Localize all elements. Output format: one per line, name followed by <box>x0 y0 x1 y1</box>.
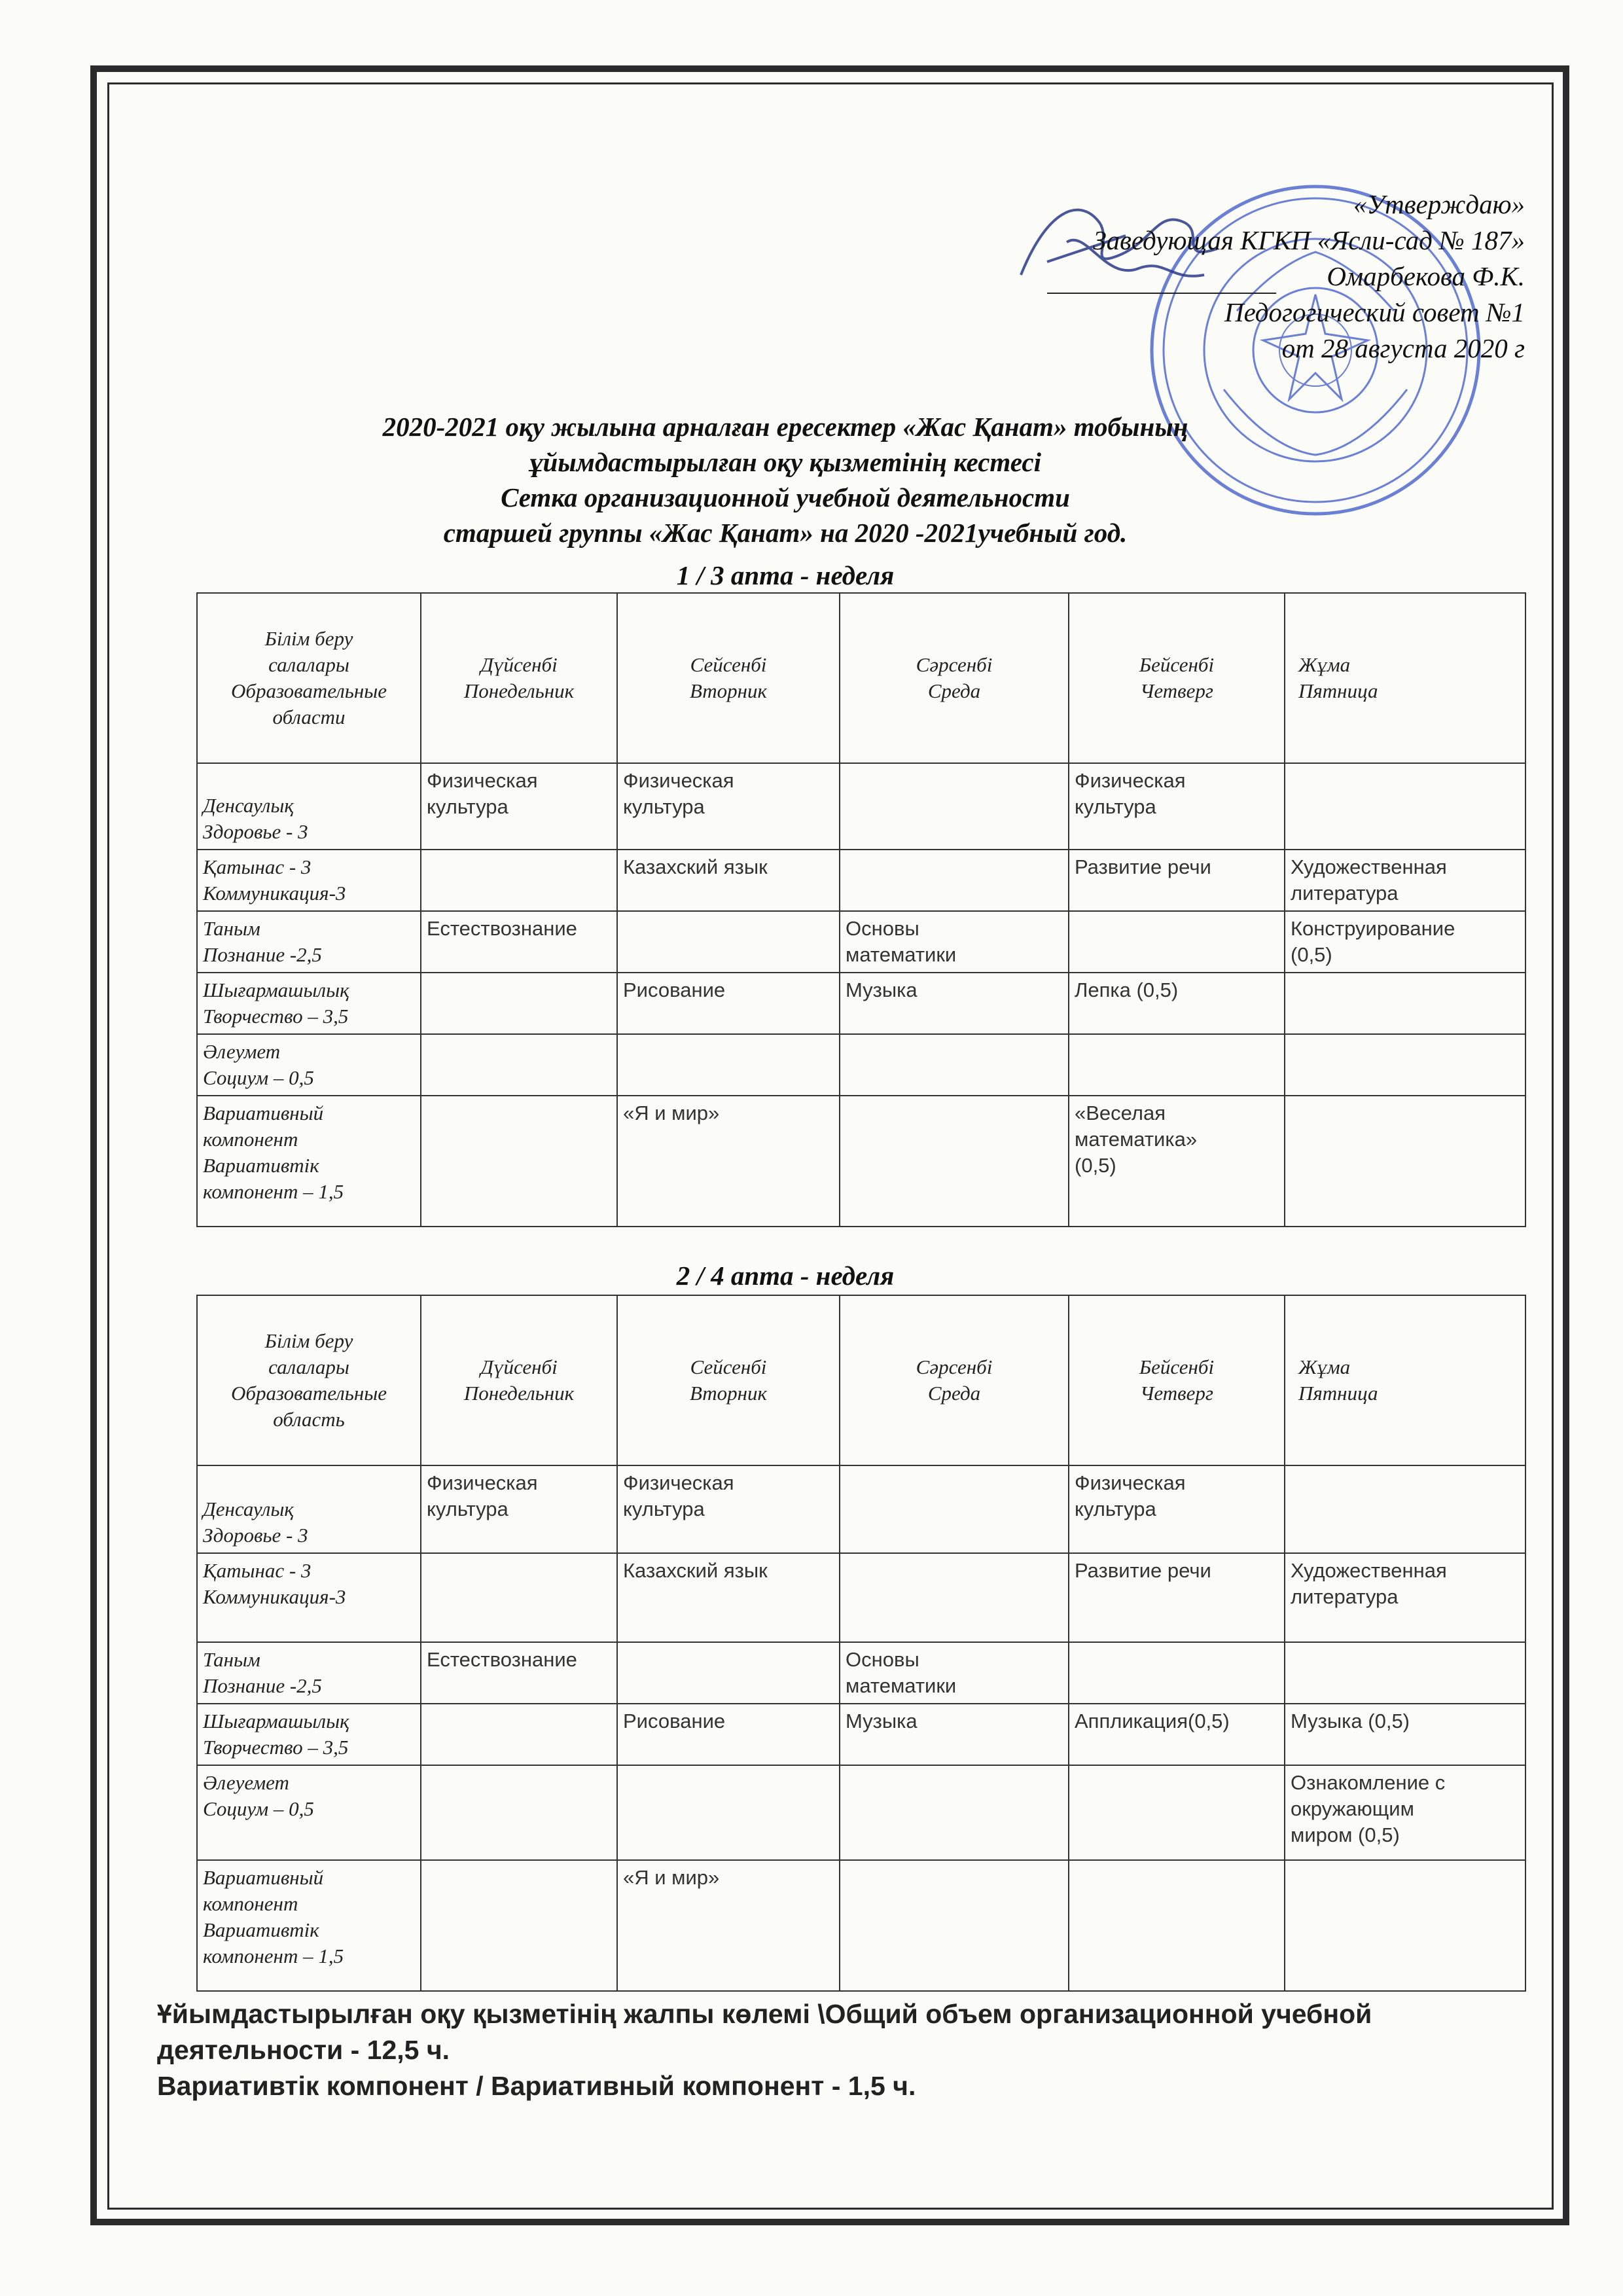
cell-tue <box>617 1642 840 1704</box>
table-row <box>197 1553 1525 1642</box>
row-area-label <box>197 1096 421 1227</box>
cell-text-line: Основы <box>846 1648 919 1671</box>
cell-text-line: (0,5) <box>1291 943 1332 966</box>
cell-text-line: Рисование <box>623 1710 726 1732</box>
cell-text-line: Дүйсенбі <box>480 653 558 676</box>
cell-text-line: культура <box>623 795 705 818</box>
cell-fri <box>1285 973 1525 1034</box>
cell-mon <box>421 850 617 911</box>
table-row <box>197 763 1525 850</box>
cell-text-line: Среда <box>927 679 981 702</box>
header-area <box>197 593 421 763</box>
title-kz-line-1: 2020-2021 оқу жылына арналған ересектер «Жас Қанат» тобының <box>382 412 1188 442</box>
table-row <box>197 1034 1525 1096</box>
cell-text-line: Ознакомление с <box>1291 1771 1446 1794</box>
row-area-label <box>197 1704 421 1765</box>
cell-wed <box>840 1765 1069 1860</box>
header-tue <box>617 593 840 763</box>
cell-text-line: Әлеумет <box>203 1040 281 1063</box>
cell-wed <box>840 763 1069 850</box>
row-area-label <box>197 763 421 850</box>
cell-text-line: Білім беру <box>264 1329 353 1352</box>
cell-thu <box>1069 1765 1285 1860</box>
title-ru-line-1: Сетка организационной учебной деятельности <box>501 482 1070 512</box>
cell-text-line: Образовательные <box>230 1382 387 1405</box>
table-row <box>197 973 1525 1034</box>
title-kz-line-2: ұйымдастырылған оқу қызметінің кестесі <box>529 447 1041 477</box>
cell-tue <box>617 973 840 1034</box>
approval-line-4: Педогогический совет №1 <box>1224 297 1525 327</box>
cell-tue <box>617 1765 840 1860</box>
cell-mon <box>421 1465 617 1553</box>
cell-text-line: Вторник <box>689 679 768 702</box>
cell-text-line: Вариативный <box>203 1102 324 1124</box>
cell-text-line: Среда <box>927 1382 981 1405</box>
row-area-label <box>197 1553 421 1642</box>
cell-text-line: Физическая <box>427 1471 538 1494</box>
cell-text-line: культура <box>1075 795 1156 818</box>
cell-mon <box>421 911 617 973</box>
cell-mon <box>421 1096 617 1227</box>
cell-text-line: салалары <box>268 1355 349 1378</box>
cell-text-line: Образовательные <box>230 679 387 702</box>
cell-text-line: Сейсенбі <box>690 653 767 676</box>
table-row <box>197 1642 1525 1704</box>
cell-tue <box>617 1553 840 1642</box>
cell-tue <box>617 1034 840 1096</box>
cell-text-line: окружающим <box>1291 1797 1414 1820</box>
cell-thu <box>1069 911 1285 973</box>
cell-text-line: Дүйсенбі <box>480 1355 558 1378</box>
header-fri <box>1285 593 1525 763</box>
cell-text-line: математика» <box>1075 1128 1198 1151</box>
week2-schedule-table <box>196 1295 1526 1992</box>
row-area-label <box>197 973 421 1034</box>
cell-text-line: Понедельник <box>463 1382 575 1405</box>
table-header-row <box>197 593 1525 763</box>
cell-text-line: Творчество – 3,5 <box>203 1005 349 1028</box>
cell-wed <box>840 1096 1069 1227</box>
cell-text-line: Здоровье - 3 <box>203 1524 308 1547</box>
header-mon <box>421 593 617 763</box>
cell-text-line: компонент <box>203 1892 298 1915</box>
cell-thu <box>1069 1860 1285 1991</box>
cell-text-line: математики <box>846 1674 957 1697</box>
cell-thu <box>1069 973 1285 1034</box>
cell-text-line: Физическая <box>1075 1471 1186 1494</box>
cell-tue <box>617 1860 840 1991</box>
header-thu <box>1069 593 1285 763</box>
cell-text-line: салалары <box>268 653 349 676</box>
row-area-label <box>197 850 421 911</box>
cell-text-line: Білім беру <box>264 627 353 650</box>
cell-fri <box>1285 1704 1525 1765</box>
cell-fri <box>1285 1860 1525 1991</box>
summary-block <box>157 1996 1531 2104</box>
cell-fri <box>1285 1765 1525 1860</box>
cell-fri <box>1285 1465 1525 1553</box>
approval-line-3: Омарбекова Ф.К. <box>1327 261 1525 291</box>
cell-text-line: Шығармашылық <box>203 978 349 1001</box>
cell-tue <box>617 1096 840 1227</box>
cell-thu <box>1069 850 1285 911</box>
cell-mon <box>421 1860 617 1991</box>
cell-thu <box>1069 1642 1285 1704</box>
cell-tue <box>617 763 840 850</box>
cell-text-line: культура <box>427 795 508 818</box>
cell-wed <box>840 1642 1069 1704</box>
cell-text-line: Развитие речи <box>1075 855 1211 878</box>
cell-text-line: культура <box>1075 1498 1156 1520</box>
cell-text-line: Музыка <box>846 978 918 1001</box>
cell-text-line: Музыка <box>846 1710 918 1732</box>
cell-text-line: Қатынас - 3 <box>203 1559 312 1582</box>
table-row <box>197 850 1525 911</box>
cell-mon <box>421 1553 617 1642</box>
cell-text-line: математики <box>846 943 957 966</box>
row-area-label <box>197 1034 421 1096</box>
cell-fri <box>1285 1553 1525 1642</box>
cell-text-line: «Веселая <box>1075 1102 1166 1124</box>
approval-line-5: от 28 августа 2020 г <box>1281 333 1525 363</box>
header-tue <box>617 1295 840 1465</box>
cell-text-line: Шығармашылық <box>203 1710 349 1732</box>
cell-text-line: культура <box>427 1498 508 1520</box>
cell-text-line: Социум – 0,5 <box>203 1066 314 1089</box>
cell-text-line: Четверг <box>1140 679 1213 702</box>
cell-mon <box>421 1642 617 1704</box>
cell-text-line: Физическая <box>427 769 538 792</box>
cell-fri <box>1285 1096 1525 1227</box>
cell-text-line: «Я и мир» <box>623 1102 720 1124</box>
approval-block <box>870 187 1525 367</box>
row-area-label <box>197 1860 421 1991</box>
cell-fri <box>1285 763 1525 850</box>
cell-wed <box>840 1465 1069 1553</box>
cell-thu <box>1069 1465 1285 1553</box>
cell-wed <box>840 911 1069 973</box>
cell-text-line: Вариативный <box>203 1866 324 1889</box>
header-thu <box>1069 1295 1285 1465</box>
cell-text-line: Естествознание <box>427 1648 577 1671</box>
cell-mon <box>421 763 617 850</box>
cell-text-line: Творчество – 3,5 <box>203 1736 349 1759</box>
cell-text-line: Денсаулық <box>203 1498 294 1520</box>
cell-text-line: Казахский язык <box>623 855 768 878</box>
cell-text-line: Основы <box>846 917 919 940</box>
cell-tue <box>617 1465 840 1553</box>
cell-text-line: области <box>272 706 346 728</box>
cell-text-line: Социум – 0,5 <box>203 1797 314 1820</box>
header-area <box>197 1295 421 1465</box>
cell-text-line: Понедельник <box>463 679 575 702</box>
row-area-label <box>197 911 421 973</box>
cell-mon <box>421 1034 617 1096</box>
cell-text-line: Коммуникация-3 <box>203 1585 346 1608</box>
cell-wed <box>840 850 1069 911</box>
cell-tue <box>617 850 840 911</box>
cell-text-line: Бейсенбі <box>1139 1355 1215 1378</box>
cell-text-line: Музыка (0,5) <box>1291 1710 1410 1732</box>
cell-wed <box>840 1860 1069 1991</box>
cell-text-line: литература <box>1291 882 1399 905</box>
week1-schedule-table <box>196 592 1526 1227</box>
cell-thu <box>1069 763 1285 850</box>
cell-text-line: Естествознание <box>427 917 577 940</box>
approval-line-2: Заведующая КГКП «Ясли-сад № 187» <box>1093 225 1525 255</box>
cell-text-line: Пятница <box>1298 679 1378 702</box>
cell-text-line: Жұма <box>1298 653 1351 676</box>
table-header-row <box>197 1295 1525 1465</box>
cell-text-line: Физическая <box>1075 769 1186 792</box>
cell-text-line: культура <box>623 1498 705 1520</box>
cell-text-line: компонент – 1,5 <box>203 1180 344 1203</box>
cell-text-line: литература <box>1291 1585 1399 1608</box>
cell-fri <box>1285 850 1525 911</box>
cell-text-line: Казахский язык <box>623 1559 768 1582</box>
header-mon <box>421 1295 617 1465</box>
table-row <box>197 1465 1525 1553</box>
header-wed <box>840 593 1069 763</box>
summary-line-2: деятельности - 12,5 ч. <box>157 2035 450 2065</box>
cell-text-line: Қатынас - 3 <box>203 855 312 878</box>
cell-text-line: Жұма <box>1298 1355 1351 1378</box>
cell-text-line: Познание -2,5 <box>203 1674 322 1697</box>
cell-text-line: Таным <box>203 1648 260 1671</box>
week2-title: 2 / 4 апта - неделя <box>676 1261 895 1291</box>
row-area-label <box>197 1642 421 1704</box>
cell-mon <box>421 973 617 1034</box>
summary-line-1: Ұйымдастырылған оқу қызметінің жалпы көлемі \Общий объем организационной учебной <box>157 1999 1372 2029</box>
table-row <box>197 1860 1525 1991</box>
title-ru-line-2: старшей группы «Жас Қанат» на 2020 -2021учебный год. <box>443 518 1128 548</box>
document-title <box>196 409 1374 550</box>
cell-text-line: Денсаулық <box>203 794 294 817</box>
cell-wed <box>840 1553 1069 1642</box>
cell-text-line: Вторник <box>689 1382 768 1405</box>
cell-fri <box>1285 1034 1525 1096</box>
cell-text-line: Рисование <box>623 978 726 1001</box>
week1-title: 1 / 3 апта - неделя <box>676 560 895 590</box>
cell-thu <box>1069 1096 1285 1227</box>
cell-tue <box>617 1704 840 1765</box>
row-area-label <box>197 1765 421 1860</box>
cell-fri <box>1285 1642 1525 1704</box>
cell-wed <box>840 1034 1069 1096</box>
cell-text-line: Физическая <box>623 769 734 792</box>
cell-text-line: Лепка (0,5) <box>1075 978 1179 1001</box>
cell-text-line: Әлеуемет <box>203 1771 289 1794</box>
cell-text-line: Художественная <box>1291 855 1447 878</box>
cell-wed <box>840 1704 1069 1765</box>
summary-line-3: Вариативтік компонент / Вариативный компонент - 1,5 ч. <box>157 2071 916 2101</box>
cell-fri <box>1285 911 1525 973</box>
cell-text-line: Сейсенбі <box>690 1355 767 1378</box>
cell-text-line: Конструирование <box>1291 917 1455 940</box>
cell-text-line: Физическая <box>623 1471 734 1494</box>
table-row <box>197 1704 1525 1765</box>
cell-text-line: Художественная <box>1291 1559 1447 1582</box>
cell-text-line: область <box>273 1408 345 1431</box>
cell-thu <box>1069 1704 1285 1765</box>
cell-thu <box>1069 1553 1285 1642</box>
signature-line <box>1047 293 1276 294</box>
cell-text-line: Коммуникация-3 <box>203 882 346 905</box>
approval-line-1: «Утверждаю» <box>1353 189 1525 219</box>
cell-text-line: (0,5) <box>1075 1154 1116 1177</box>
cell-text-line: Познание -2,5 <box>203 943 322 966</box>
cell-text-line: Сәрсенбі <box>916 653 993 676</box>
cell-wed <box>840 973 1069 1034</box>
table-row <box>197 911 1525 973</box>
cell-text-line: компонент – 1,5 <box>203 1945 344 1967</box>
cell-text-line: Вариативтік <box>203 1154 319 1177</box>
cell-text-line: Бейсенбі <box>1139 653 1215 676</box>
cell-text-line: Таным <box>203 917 260 940</box>
cell-text-line: Сәрсенбі <box>916 1355 993 1378</box>
cell-text-line: Здоровье - 3 <box>203 820 308 843</box>
cell-thu <box>1069 1034 1285 1096</box>
header-fri <box>1285 1295 1525 1465</box>
cell-text-line: Вариативтік <box>203 1918 319 1941</box>
cell-mon <box>421 1765 617 1860</box>
cell-text-line: «Я и мир» <box>623 1866 720 1889</box>
cell-text-line: Пятница <box>1298 1382 1378 1405</box>
cell-mon <box>421 1704 617 1765</box>
table-row <box>197 1765 1525 1860</box>
cell-text-line: Развитие речи <box>1075 1559 1211 1582</box>
cell-text-line: миром (0,5) <box>1291 1823 1400 1846</box>
cell-text-line: Аппликация(0,5) <box>1075 1710 1230 1732</box>
cell-text-line: компонент <box>203 1128 298 1151</box>
cell-tue <box>617 911 840 973</box>
header-wed <box>840 1295 1069 1465</box>
cell-text-line: Четверг <box>1140 1382 1213 1405</box>
table-row <box>197 1096 1525 1227</box>
row-area-label <box>197 1465 421 1553</box>
